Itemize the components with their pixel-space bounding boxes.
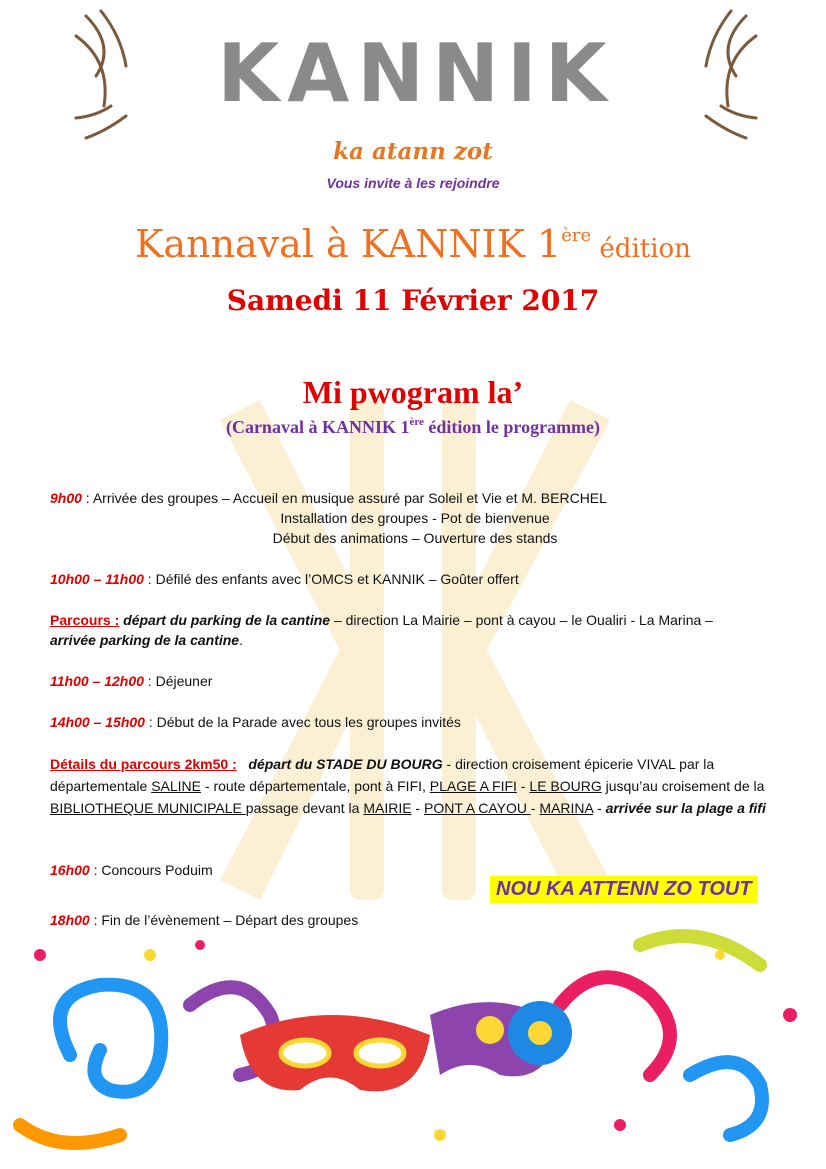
carnival-mask-decoration [0, 925, 826, 1169]
schedule-item-9h00: 9h00 : Arrivée des groupes – Accueil en musique assuré par Soleil et Vie et M. BERCHEL Installation des groupes - Pot de bienvenue Début des animations – Ouverture des stands [50, 490, 607, 546]
schedule-time: 11h00 – 12h00 [50, 673, 144, 689]
logo-wordmark: KANNIK [217, 27, 615, 120]
schedule-time: 14h00 – 15h00 [50, 714, 145, 730]
event-title: Kannaval à KANNIK 1ère édition [135, 222, 691, 266]
schedule-item-16h00: 16h00 : Concours Poduim [50, 862, 213, 878]
invitation-line: Vous invite à les rejoindre [326, 175, 500, 191]
schedule-time: 16h00 [50, 862, 90, 878]
schedule-item-10h00: 10h00 – 11h00 : Défilé des enfants avec l’OMCS et KANNIK – Goûter offert [50, 571, 519, 587]
schedule-item-14h00: 14h00 – 15h00 : Début de la Parade avec tous les groupes invités [50, 714, 461, 730]
program-title: Mi pwogram la’ [302, 374, 524, 410]
tagline: ka atann zot [333, 138, 493, 165]
slogan-highlight: NOU KA ATTENN ZO TOUT [490, 876, 758, 903]
schedule-time: 10h00 – 11h00 [50, 571, 144, 587]
program-subtitle: (Carnaval à KANNIK 1ère édition le programme) [225, 416, 601, 437]
schedule-item-11h00: 11h00 – 12h00 : Déjeuner [50, 673, 213, 689]
kannik-logo [66, 6, 766, 144]
schedule-item-18h00: 18h00 : Fin de l’évènement – Départ des groupes [50, 912, 359, 928]
schedule-route-parade: Détails du parcours 2km50 : départ du STADE DU BOURG - direction croisement épicerie VIVAL par la départementale SALINE - route départementale, pont à FIFI, PLAGE A FIFI - LE BOURG jusqu’au croisement de la BIBLIOTHEQUE MUNICIPALE passage devant la MAIRIE - PONT A CAYOU - MARINA - arrivée sur la plage a fifi [50, 756, 766, 816]
schedule-time: 18h00 [50, 912, 90, 928]
schedule-route-children: Parcours : départ du parking de la cantine – direction La Mairie – pont à cayou – le Oualiri - La Marina – arrivée parking de la cantine. [50, 612, 713, 648]
schedule-time: 9h00 [50, 490, 82, 506]
event-date: Samedi 11 Février 2017 [226, 284, 600, 317]
